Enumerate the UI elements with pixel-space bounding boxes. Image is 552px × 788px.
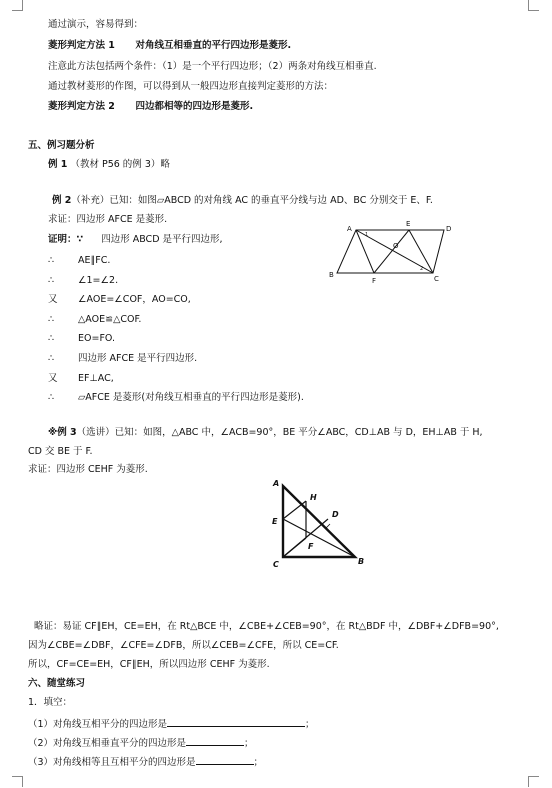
example2-line — [52, 195, 433, 207]
proof-step — [48, 333, 115, 345]
proof-step — [48, 294, 191, 306]
label-c: C — [434, 275, 439, 283]
label-angle-1: 1 — [365, 232, 369, 238]
method2-text: 四边都相等的四边形是菱形. — [135, 101, 254, 112]
example3-line — [48, 427, 483, 439]
label-d: D — [446, 225, 452, 233]
label-a: A — [347, 225, 352, 233]
proof-first-line — [48, 234, 223, 246]
label-e3: E — [272, 517, 278, 526]
textbook-line: 通过教材菱形的作图，可以得到从一般四边形直接判定菱形的方法： — [48, 81, 334, 92]
segment-af — [356, 230, 374, 273]
label-c3: C — [273, 560, 279, 569]
exercise-punctuation: ； — [253, 757, 264, 768]
proof-step-text: △AOE≌△COF. — [78, 313, 142, 325]
proof-step-text: ∠AOE=∠COF，AO=CO, — [78, 294, 191, 306]
exercise-item — [28, 735, 254, 750]
label-f: F — [372, 277, 377, 285]
segment-be — [283, 519, 355, 557]
proof-step-text: 四边形 AFCE 是平行四边形. — [78, 353, 198, 364]
example2-text: （补充）已知：如图▱ABCD 的对角线 AC 的垂直平分线与边 AD、BC 分别交于 E、F. — [71, 195, 433, 206]
proof-step — [48, 373, 114, 385]
label-e: E — [406, 220, 411, 228]
answer-blank[interactable] — [186, 735, 244, 746]
hint-line-2: 因为∠CBE=∠DBF，∠CFE=∠DFB，所以∠CEB=∠CFE，所以 CE=CF. — [28, 640, 339, 651]
corner-mark-bottom-right — [528, 776, 539, 787]
example3-label: ※例 3 — [48, 427, 77, 438]
hint-line-1: 略证：易证 CF∥EH，CE=EH，在 Rt△BCE 中，∠CBE+∠CEB=90°，在 Rt△BDF 中，∠DBF+∠DFB=90°, — [34, 621, 499, 632]
proof-step-symbol: ∴ — [48, 353, 55, 364]
corner-mark-top-right — [528, 0, 539, 11]
segment-eh — [283, 501, 306, 519]
corner-mark-top-left — [12, 0, 23, 11]
diagonal-ac — [356, 230, 433, 273]
segment-ef — [374, 230, 409, 273]
label-angle-2: 2 — [420, 266, 424, 272]
method2-line — [48, 101, 253, 113]
example1-line — [48, 159, 170, 171]
proof-step — [48, 353, 197, 365]
proof-step-symbol: ∴ — [48, 313, 55, 325]
example2-label: 例 2 — [52, 195, 72, 206]
segment-cf — [283, 538, 306, 557]
method1-line — [48, 40, 291, 52]
proof-step-text: EO=FO. — [78, 333, 116, 345]
proof-step-symbol: 又 — [48, 372, 58, 384]
proof-step-text: ∠1=∠2. — [78, 274, 119, 286]
label-a3: A — [273, 479, 280, 488]
example3-text: （选讲）已知：如图，△ABC 中，∠ACB=90°，BE 平分∠ABC，CD⊥AB 与 D，EH⊥AB 于 H, — [76, 427, 483, 438]
label-d3: D — [332, 510, 339, 519]
exercise-question: （2）对角线互相垂直平分的四边形是 — [28, 738, 187, 749]
answer-blank[interactable] — [196, 754, 254, 765]
proof-step-symbol: ∴ — [48, 392, 55, 404]
proof-step-text: AE∥FC. — [78, 255, 111, 266]
fill-label: 1．填空： — [28, 697, 73, 708]
note-line: 注意此方法包括两个条件：（1）是一个平行四边形；（2）两条对角线互相垂直. — [48, 61, 377, 72]
example3-prove: 求证：四边形 CEHF 为菱形. — [28, 464, 148, 475]
segment-cd — [283, 519, 328, 557]
intro-line: 通过演示，容易得到： — [48, 19, 144, 30]
corner-mark-bottom-left — [12, 776, 23, 787]
proof-step — [48, 392, 304, 404]
label-o: O — [393, 242, 399, 250]
hint-line-3: 所以，CF=CE=EH，CF∥EH，所以四边形 CEHF 为菱形. — [28, 659, 270, 670]
exercise-item — [28, 754, 263, 769]
section5-heading: 五、例习题分析 — [28, 140, 95, 151]
example2-prove: 求证：四边形 AFCE 是菱形. — [48, 214, 168, 225]
exercise-punctuation: ； — [305, 719, 315, 730]
proof-step-symbol: 又 — [48, 294, 58, 306]
proof-step-symbol: ∴ — [48, 255, 55, 266]
method1-label: 菱形判定方法 1 — [48, 40, 115, 51]
exercise-question: （3）对角线相等且互相平分的四边形是 — [28, 757, 196, 768]
proof-step-text: EF⊥AC, — [78, 372, 114, 384]
method1-text: 对角线互相垂直的平行四边形是菱形. — [135, 40, 292, 51]
parallelogram-abcd — [337, 230, 444, 273]
proof-step-symbol: ∴ — [48, 333, 55, 345]
exercise-punctuation: ； — [244, 738, 254, 749]
label-b: B — [329, 271, 334, 279]
section6-heading: 六、随堂练习 — [28, 678, 86, 689]
label-b3: B — [358, 557, 365, 566]
proof-first: 四边形 ABCD 是平行四边形, — [101, 234, 223, 245]
proof-step-text: ▱AFCE 是菱形(对角线互相垂直的平行四边形是菱形). — [78, 392, 304, 404]
exercise-question: （1）对角线互相平分的四边形是 — [28, 719, 168, 730]
exercise-item — [28, 716, 315, 731]
segment-ec — [409, 230, 433, 273]
label-f3: F — [308, 542, 314, 551]
method2-label: 菱形判定方法 2 — [48, 101, 115, 112]
proof-step — [48, 255, 110, 267]
triangle-abc — [283, 486, 355, 557]
answer-blank[interactable] — [167, 716, 305, 727]
example1-text: （教材 P56 的例 3）略 — [70, 159, 170, 170]
proof-step — [48, 275, 118, 287]
example3-line2: CD 交 BE 于 F. — [28, 446, 93, 457]
right-angle-mark — [322, 524, 330, 528]
example1-label: 例 1 — [48, 159, 68, 170]
proof-step-symbol: ∴ — [48, 274, 55, 286]
proof-label: 证明：∵ — [48, 234, 84, 245]
label-h3: H — [310, 493, 317, 502]
proof-step — [48, 314, 141, 326]
